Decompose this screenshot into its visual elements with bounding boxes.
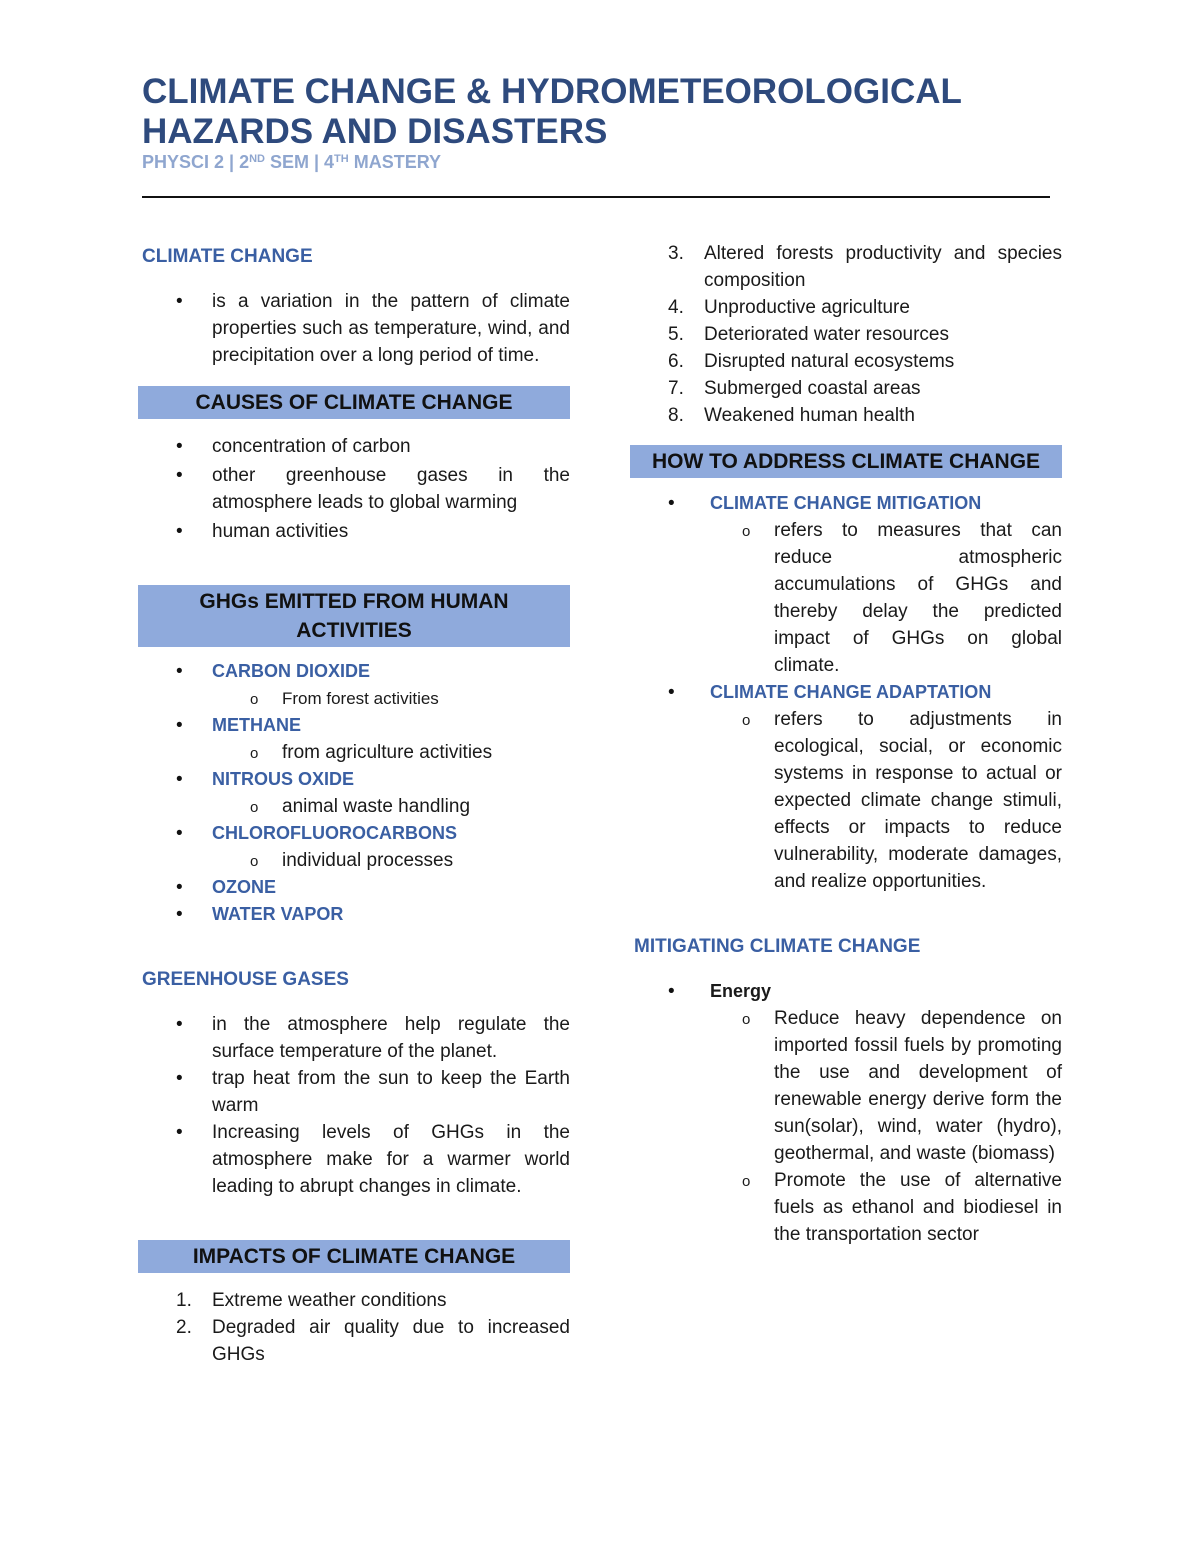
list-item: [634, 375, 1062, 402]
address-label: CLIMATE CHANGE MITIGATION: [710, 493, 982, 513]
item-text: Submerged coastal areas: [704, 378, 921, 399]
greenhouse-list: [142, 1011, 570, 1200]
sub-list: [704, 706, 1062, 895]
list-item: • is a variation in the pattern of climate properties such as temperature, wind, and precipitation over a long period of time.: [142, 288, 570, 369]
subtitle-part: PHYSCI 2 | 2: [142, 152, 250, 172]
address-heading: HOW TO ADDRESS CLIMATE CHANGE: [630, 445, 1062, 478]
list-item: [142, 820, 570, 874]
climate-change-list: [142, 288, 570, 369]
sub-list: [212, 847, 570, 874]
ghg-label: METHANE: [212, 715, 301, 735]
item-number: 3.: [668, 243, 684, 264]
item-text: Unproductive agriculture: [704, 297, 910, 318]
subtitle-sup: ND: [249, 153, 265, 165]
document-title: CLIMATE CHANGE & HYDROMETEOROLOGICAL HAZARDS AND DISASTERS: [142, 72, 962, 151]
header-divider: [142, 196, 1050, 198]
right-column: [630, 240, 1062, 1248]
item-number: 6.: [668, 351, 684, 372]
item-number: 7.: [668, 378, 684, 399]
list-item: [634, 490, 1062, 679]
address-label: CLIMATE CHANGE ADAPTATION: [710, 682, 992, 702]
list-item: [142, 1314, 570, 1368]
item-text: Deteriorated water resources: [704, 324, 949, 345]
item-number: 8.: [668, 405, 684, 426]
list-item: • human activities: [142, 518, 570, 545]
list-item: [634, 294, 1062, 321]
list-item: [634, 402, 1062, 429]
sub-list: [212, 685, 570, 712]
item-text: Disrupted natural ecosystems: [704, 351, 955, 372]
list-item: • in the atmosphere help regulate the surface temperature of the planet.: [142, 1011, 570, 1065]
sub-item: o animal waste handling: [212, 793, 570, 820]
sub-item: o from agriculture activities: [212, 739, 570, 766]
list-item: [142, 1287, 570, 1314]
list-item: [142, 766, 570, 820]
sub-item: o Reduce heavy dependence on imported fossil fuels by promoting the use and development of renewable energy derive form the sun(solar), wind, water (hydro), geothermal, and waste (biomass): [704, 1005, 1062, 1167]
list-item: • trap heat from the sun to keep the Earth warm: [142, 1065, 570, 1119]
sub-list: [212, 739, 570, 766]
item-number: 5.: [668, 324, 684, 345]
list-item: [634, 321, 1062, 348]
list-item: • Increasing levels of GHGs in the atmosphere make for a warmer world leading to abrupt changes in climate.: [142, 1119, 570, 1200]
sub-item: o individual processes: [212, 847, 570, 874]
climate-change-heading: CLIMATE CHANGE: [142, 246, 313, 267]
mitigating-list: [634, 978, 1062, 1248]
ghgs-heading: GHGs EMITTED FROM HUMAN ACTIVITIES: [138, 585, 570, 647]
document-subtitle: [142, 152, 441, 173]
mitigating-heading: MITIGATING CLIMATE CHANGE: [634, 936, 921, 957]
left-column: [138, 240, 570, 1368]
sub-item: o Promote the use of alternative fuels as ethanol and biodiesel in the transportation sector: [704, 1167, 1062, 1248]
causes-heading: CAUSES OF CLIMATE CHANGE: [138, 386, 570, 419]
list-item: [142, 874, 570, 901]
greenhouse-heading: GREENHOUSE GASES: [142, 969, 349, 990]
energy-label: Energy: [710, 981, 772, 1001]
list-item: [142, 901, 570, 928]
list-item: [634, 978, 1062, 1248]
sub-list: [704, 517, 1062, 679]
address-list: [634, 490, 1062, 895]
subtitle-sup: TH: [334, 153, 349, 165]
item-text: Degraded air quality due to increased GHGs: [212, 1317, 570, 1365]
sub-list: [704, 1005, 1062, 1248]
item-number: 4.: [668, 297, 684, 318]
item-text: Extreme weather conditions: [212, 1290, 447, 1311]
ghgs-list: [142, 658, 570, 928]
impacts-list-part2: [634, 240, 1062, 429]
item-text: Weakened human health: [704, 405, 915, 426]
subtitle-part: MASTERY: [348, 152, 442, 172]
ghg-label: WATER VAPOR: [212, 904, 344, 924]
sub-list: [212, 793, 570, 820]
list-item: • other greenhouse gases in the atmosphere leads to global warming: [142, 462, 570, 516]
subtitle-part: SEM | 4: [264, 152, 335, 172]
list-item: [634, 240, 1062, 294]
sub-item: o refers to adjustments in ecological, social, or economic systems in response to actual or expected climate change stimuli, effects or impacts to reduce vulnerability, moderate damages, and realize opportunities.: [704, 706, 1062, 895]
ghg-label: NITROUS OXIDE: [212, 769, 355, 789]
ghg-label: OZONE: [212, 877, 277, 897]
impacts-list-part1: [142, 1287, 570, 1368]
list-item: [142, 658, 570, 712]
impacts-heading: IMPACTS OF CLIMATE CHANGE: [138, 1240, 570, 1273]
list-item: [634, 348, 1062, 375]
item-text: Altered forests productivity and species composition: [704, 243, 1062, 291]
list-item: [142, 712, 570, 766]
list-item: • concentration of carbon: [142, 433, 570, 460]
item-number: 2.: [176, 1317, 192, 1338]
causes-list: [142, 433, 570, 545]
sub-item: o From forest activities: [212, 685, 570, 712]
ghg-label: CARBON DIOXIDE: [212, 661, 371, 681]
item-number: 1.: [176, 1290, 192, 1311]
ghg-label: CHLOROFLUOROCARBONS: [212, 823, 457, 843]
sub-item: o refers to measures that can reduce atmospheric accumulations of GHGs and thereby delay the predicted impact of GHGs on global climate.: [704, 517, 1062, 679]
list-item: [634, 679, 1062, 895]
